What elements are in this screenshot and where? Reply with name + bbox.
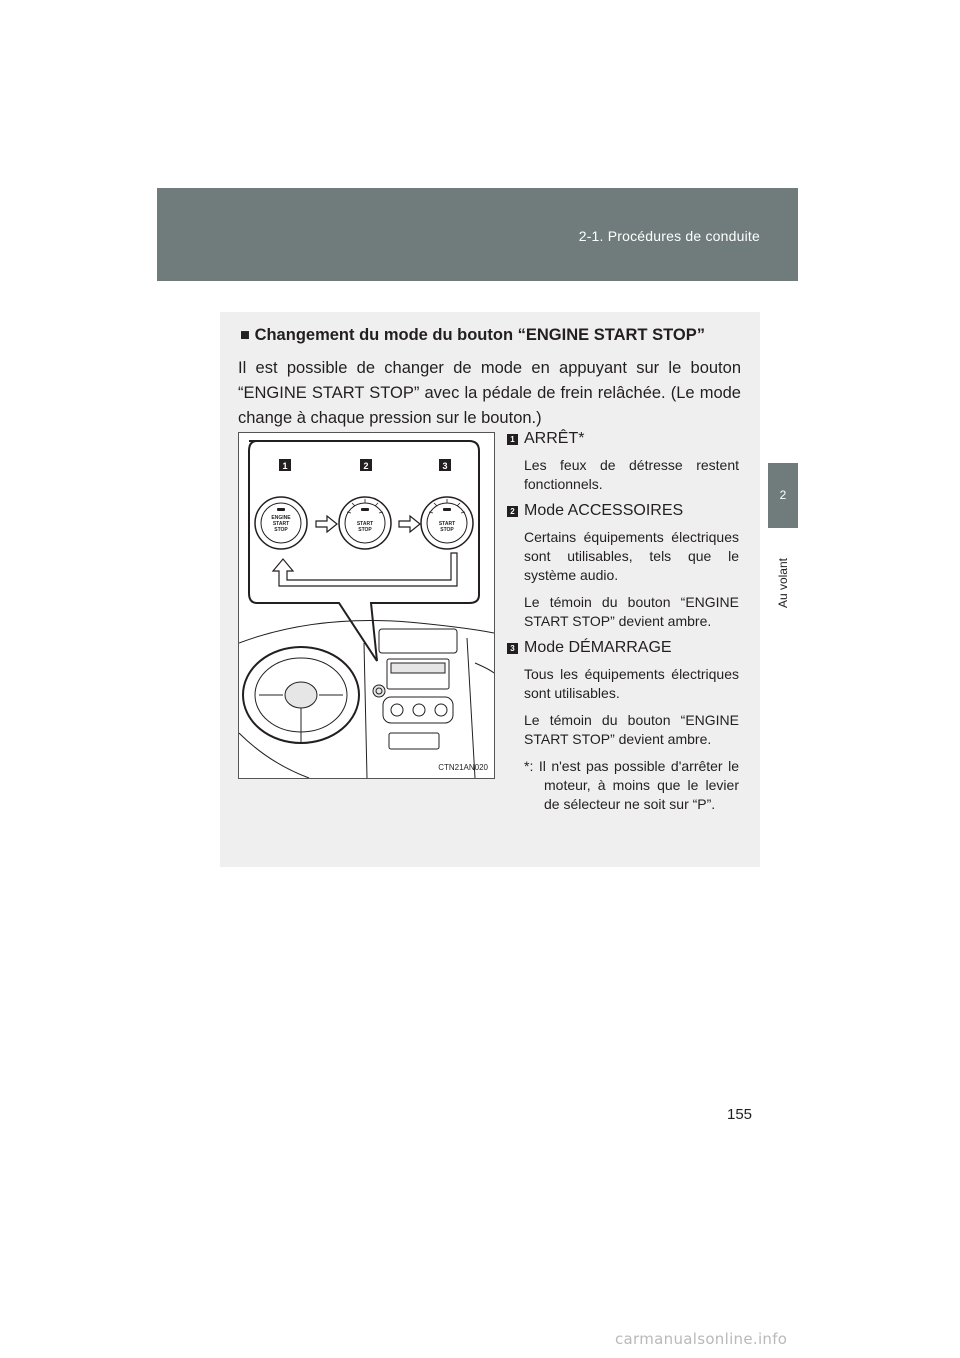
- item-description: Tous les équipements électriques sont utilisables.: [524, 666, 739, 701]
- svg-text:2: 2: [363, 461, 369, 471]
- callout-bubble: [249, 441, 479, 661]
- svg-text:STOP: STOP: [440, 527, 454, 533]
- watermark: carmanualsonline.info: [615, 1330, 788, 1348]
- item-heading: [507, 502, 739, 520]
- footnote: *: Il n'est pas possible d'arrêter le moteur, à moins que le levier de sélecteur ne soit sur “P”.: [524, 758, 739, 812]
- svg-text:3: 3: [442, 461, 448, 471]
- figure-label-2: [360, 459, 372, 471]
- item-heading: [507, 430, 739, 448]
- illustration-figure: [238, 432, 495, 779]
- figure-label-1: [279, 459, 291, 471]
- chapter-tab-label: [768, 528, 798, 738]
- item-number-badge: 2: [507, 506, 518, 517]
- item-number-badge: 1: [507, 434, 518, 445]
- mode-list: [507, 430, 739, 814]
- item-title: Mode ACCESSOIRES: [524, 502, 684, 519]
- page-number: 155: [727, 1106, 753, 1123]
- start-button-off: [255, 497, 307, 549]
- svg-text:START: START: [356, 521, 374, 527]
- chapter-tab-number: 2: [768, 463, 798, 528]
- list-item: [507, 502, 739, 631]
- list-item: [507, 430, 739, 494]
- svg-text:1: 1: [282, 461, 288, 471]
- chapter-title: 2-1. Procédures de conduite: [578, 228, 760, 244]
- intro-paragraph: Il est possible de changer de mode en appuyant sur le bouton “ENGINE START STOP” avec la pédale de frein relâchée. (Le mode change à chaque pression sur le bouton.): [238, 359, 741, 427]
- item-description: Le témoin du bouton “ENGINE START STOP” devient ambre.: [524, 712, 739, 747]
- section-bullet: ■: [240, 326, 250, 344]
- item-title: Mode DÉMARRAGE: [524, 639, 672, 656]
- item-description: Le témoin du bouton “ENGINE START STOP” devient ambre.: [524, 594, 739, 629]
- svg-text:STOP: STOP: [274, 527, 288, 533]
- figure-code: CTN21AN020: [438, 763, 488, 772]
- svg-text:ENGINE: ENGINE: [271, 515, 291, 521]
- list-item: [507, 639, 739, 814]
- start-button-ignition: [421, 497, 473, 549]
- start-button-accessory: [339, 497, 391, 549]
- section-title-text: Changement du mode du bouton “ENGINE START STOP”: [254, 326, 705, 344]
- item-title: ARRÊT*: [524, 430, 585, 447]
- content-panel: [220, 312, 760, 867]
- svg-text:START: START: [438, 521, 456, 527]
- figure-label-3: [439, 459, 451, 471]
- item-description: Certains équipements électriques sont utilisables, tels que le système audio.: [524, 529, 739, 583]
- dashboard-illustration: [239, 433, 494, 778]
- header-band: [157, 188, 798, 281]
- svg-text:STOP: STOP: [358, 527, 372, 533]
- svg-text:START: START: [272, 521, 290, 527]
- section-title: [240, 326, 750, 345]
- item-description: Les feux de détresse restent fonctionnels.: [524, 457, 739, 492]
- chapter-tab-label-text: Au volant: [776, 558, 790, 609]
- item-heading: [507, 639, 739, 657]
- item-number-badge: 3: [507, 643, 518, 654]
